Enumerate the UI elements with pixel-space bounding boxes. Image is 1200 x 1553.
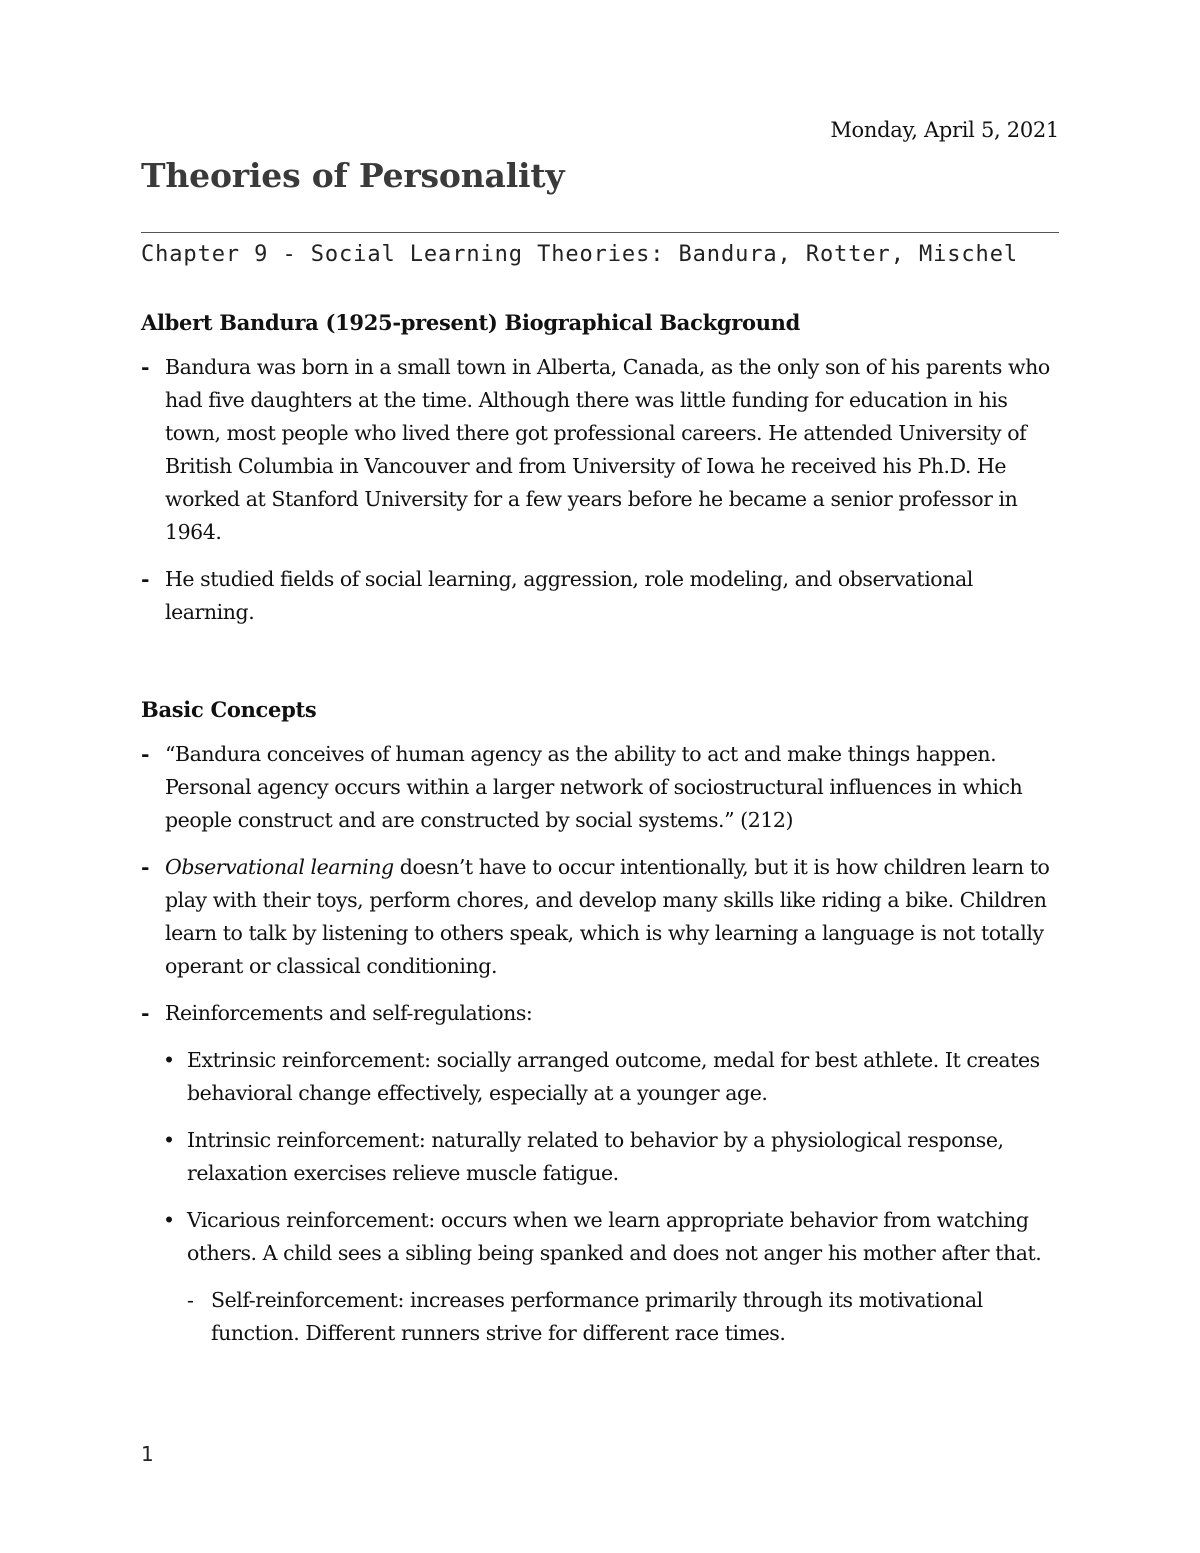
concept-item-quote [141,738,1063,837]
bio-item [141,563,1063,629]
reinforcement-text: Intrinsic reinforcement: naturally related to behavior by a physiological response, relaxation exercises relieve muscle fatigue. [187,1128,1004,1185]
document-date: Monday, April 5, 2021 [830,118,1059,142]
section-heading-biography: Albert Bandura (1925-present) Biographical Background [141,310,801,335]
document-body [141,306,1063,1364]
title-divider [141,232,1059,233]
dash-bullet: - [141,742,150,766]
section-heading-basic-concepts: Basic Concepts [141,697,317,722]
concept-item-observational [141,851,1063,983]
bio-item-text: He studied fields of social learning, aggression, role modeling, and observational learning. [165,567,973,624]
dash-bullet: - [141,855,150,879]
concept-item-reinforcements [141,997,1063,1030]
page-number: 1 [141,1442,154,1466]
observational-term: Observational learning [165,855,394,879]
chapter-subtitle: Chapter 9 - Social Learning Theories: Bandura, Rotter, Mischel [141,242,1018,267]
bio-item [141,351,1063,549]
round-bullet: • [163,1048,175,1072]
reinforcement-text: Vicarious reinforcement: occurs when we learn appropriate behavior from watching others. A child sees a sibling being spanked and does not anger his mother after that. [187,1208,1042,1265]
self-reinforcement-text: Self-reinforcement: increases performance primarily through its motivational function. Different runners strive for different race times. [211,1288,983,1345]
dash-bullet: - [141,355,150,379]
reinforcement-item [141,1204,1063,1270]
dash-bullet: - [141,1001,150,1025]
quote-text: “Bandura conceives of human agency as the ability to act and make things happen. Personal agency occurs within a larger network of sociostructural influences in which people construct and are constructed by social systems.” (212) [165,742,1023,832]
reinforcement-item [141,1124,1063,1190]
dash-bullet: - [187,1288,194,1312]
observational-text: doesn’t have to occur intentionally, but it is how children learn to play with their toys, perform chores, and develop many skills like riding a bike. Children learn to talk by listening to others speak, which is why learning a language is not totally operant or classical conditioning. [165,855,1050,978]
self-reinforcement-item [141,1284,1063,1350]
reinforcement-text: Extrinsic reinforcement: socially arranged outcome, medal for best athlete. It creates behavioral change effectively, especially at a younger age. [187,1048,1040,1105]
bio-item-text: Bandura was born in a small town in Alberta, Canada, as the only son of his parents who had five daughters at the time. Although there was little funding for education in his town, most people who lived there got professional careers. He attended University of British Columbia in Vancouver and from University of Iowa he received his Ph.D. He worked at Stanford University for a few years before he became a senior professor in 1964. [165,355,1050,544]
reinforcements-label: Reinforcements and self-regulations: [165,1001,533,1025]
round-bullet: • [163,1128,175,1152]
reinforcement-item [141,1044,1063,1110]
round-bullet: • [163,1208,175,1232]
page-title: Theories of Personality [141,156,565,195]
dash-bullet: - [141,567,150,591]
